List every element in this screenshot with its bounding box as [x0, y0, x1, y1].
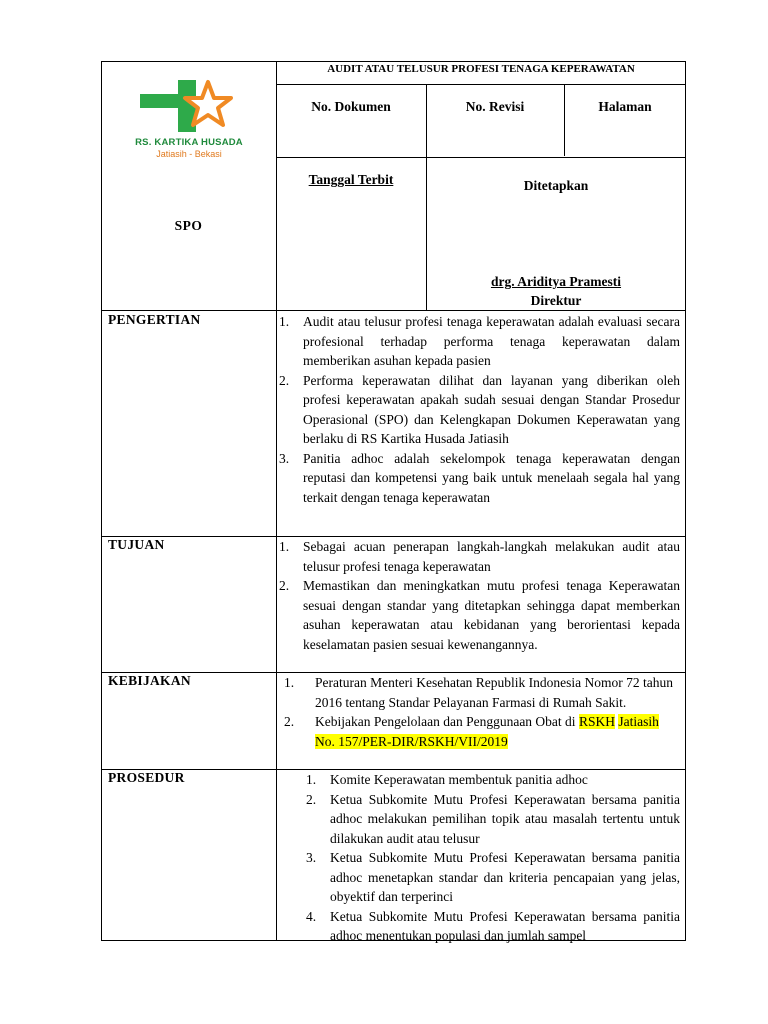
logo-subtitle: Jatiasih - Bekasi — [156, 149, 222, 159]
tujuan-list — [279, 537, 680, 654]
document-title: AUDIT ATAU TELUSUR PROFESI TENAGA KEPERAWATAN — [327, 63, 635, 75]
no-dokumen-label: No. Dokumen — [311, 99, 391, 114]
list-item: 1. Audit atau telusur profesi tenaga keperawatan adalah evaluasi secara profesional terhadap performa tenaga keperawatan dalam memberikan asuhan kepada pasien — [279, 314, 680, 368]
list-item: 3. Panitia adhoc adalah sekelompok tenaga keperawatan dengan reputasi dan kompetensi yang baik untuk menelaah segala hal yang terkait dengan tenaga keperawatan — [279, 450, 680, 505]
tujuan-label: TUJUAN — [108, 537, 165, 552]
prosedur-list — [306, 770, 680, 946]
director-title: Direktur — [530, 293, 582, 308]
list-item: 2. Performa keperawatan dilihat dan layanan yang diberikan oleh profesi keperawatan apakah sudah sesuai dengan Standar Prosedur Operasional (SPO) dan Kelengkapan Dokumen Keperawatan yang berlaku di RS Kartika Husada Jatiasih — [279, 372, 680, 446]
list-item: 2. Ketua Subkomite Mutu Profesi Keperawatan bersama panitia adhoc melakukan pemilihan topik atau masalah tertentu untuk dilakukan audit atau telusur — [306, 791, 680, 846]
no-revisi-label: No. Revisi — [465, 99, 525, 114]
highlighted-reference: Jatiasih No. 157/PER-DIR/RSKH/VII/2019 — [315, 714, 659, 749]
ditetapkan-label: Ditetapkan — [523, 178, 589, 193]
logo-name: RS. KARTIKA HUSADA — [135, 137, 243, 148]
pengertian-list — [279, 312, 680, 507]
list-item: 2. Kebijakan Pengelolaan dan Penggunaan Obat di RSKH Jatiasih No. 157/PER-DIR/RSKH/VII/2019 — [284, 714, 659, 749]
spo-label: SPO — [174, 218, 203, 233]
kebijakan-list — [284, 673, 675, 751]
halaman-label: Halaman — [598, 99, 652, 114]
pengertian-label: PENGERTIAN — [108, 312, 201, 327]
highlighted-reference: RSKH — [578, 714, 615, 729]
kebijakan-label: KEBIJAKAN — [108, 673, 191, 688]
tanggal-terbit-label: Tanggal Terbit — [308, 172, 394, 187]
list-item: 3. Ketua Subkomite Mutu Profesi Keperawatan bersama panitia adhoc menetapkan standar dan kriteria pencapaian yang jelas, obyektif dan terperinci — [306, 850, 680, 904]
list-item: 1. Peraturan Menteri Kesehatan Republik Indonesia Nomor 72 tahun 2016 tentang Standar Pelayanan Farmasi di Rumah Sakit. — [284, 675, 674, 710]
column-divider — [276, 311, 277, 941]
list-item: 1. Sebagai acuan penerapan langkah-langkah melakukan audit atau telusur profesi tenaga keperawatan — [279, 539, 680, 574]
director-name: drg. Ariditya Pramesti — [490, 274, 622, 289]
prosedur-label: PROSEDUR — [108, 770, 185, 785]
list-item: 2. Memastikan dan meningkatkan mutu profesi tenaga Keperawatan sesuai dengan standar yang ditetapkan sehingga dapat memberkan asuhan keperawatan atau kebidanan yang berorientasi kepada keselamatan pasien sesuai kewenangannya. — [279, 578, 680, 652]
list-item: 4. Ketua Subkomite Mutu Profesi Keperawatan bersama panitia adhoc menentukan populasi dan jumlah sampel — [306, 908, 680, 943]
list-item: 1. Komite Keperawatan membentuk panitia adhoc — [306, 772, 588, 787]
